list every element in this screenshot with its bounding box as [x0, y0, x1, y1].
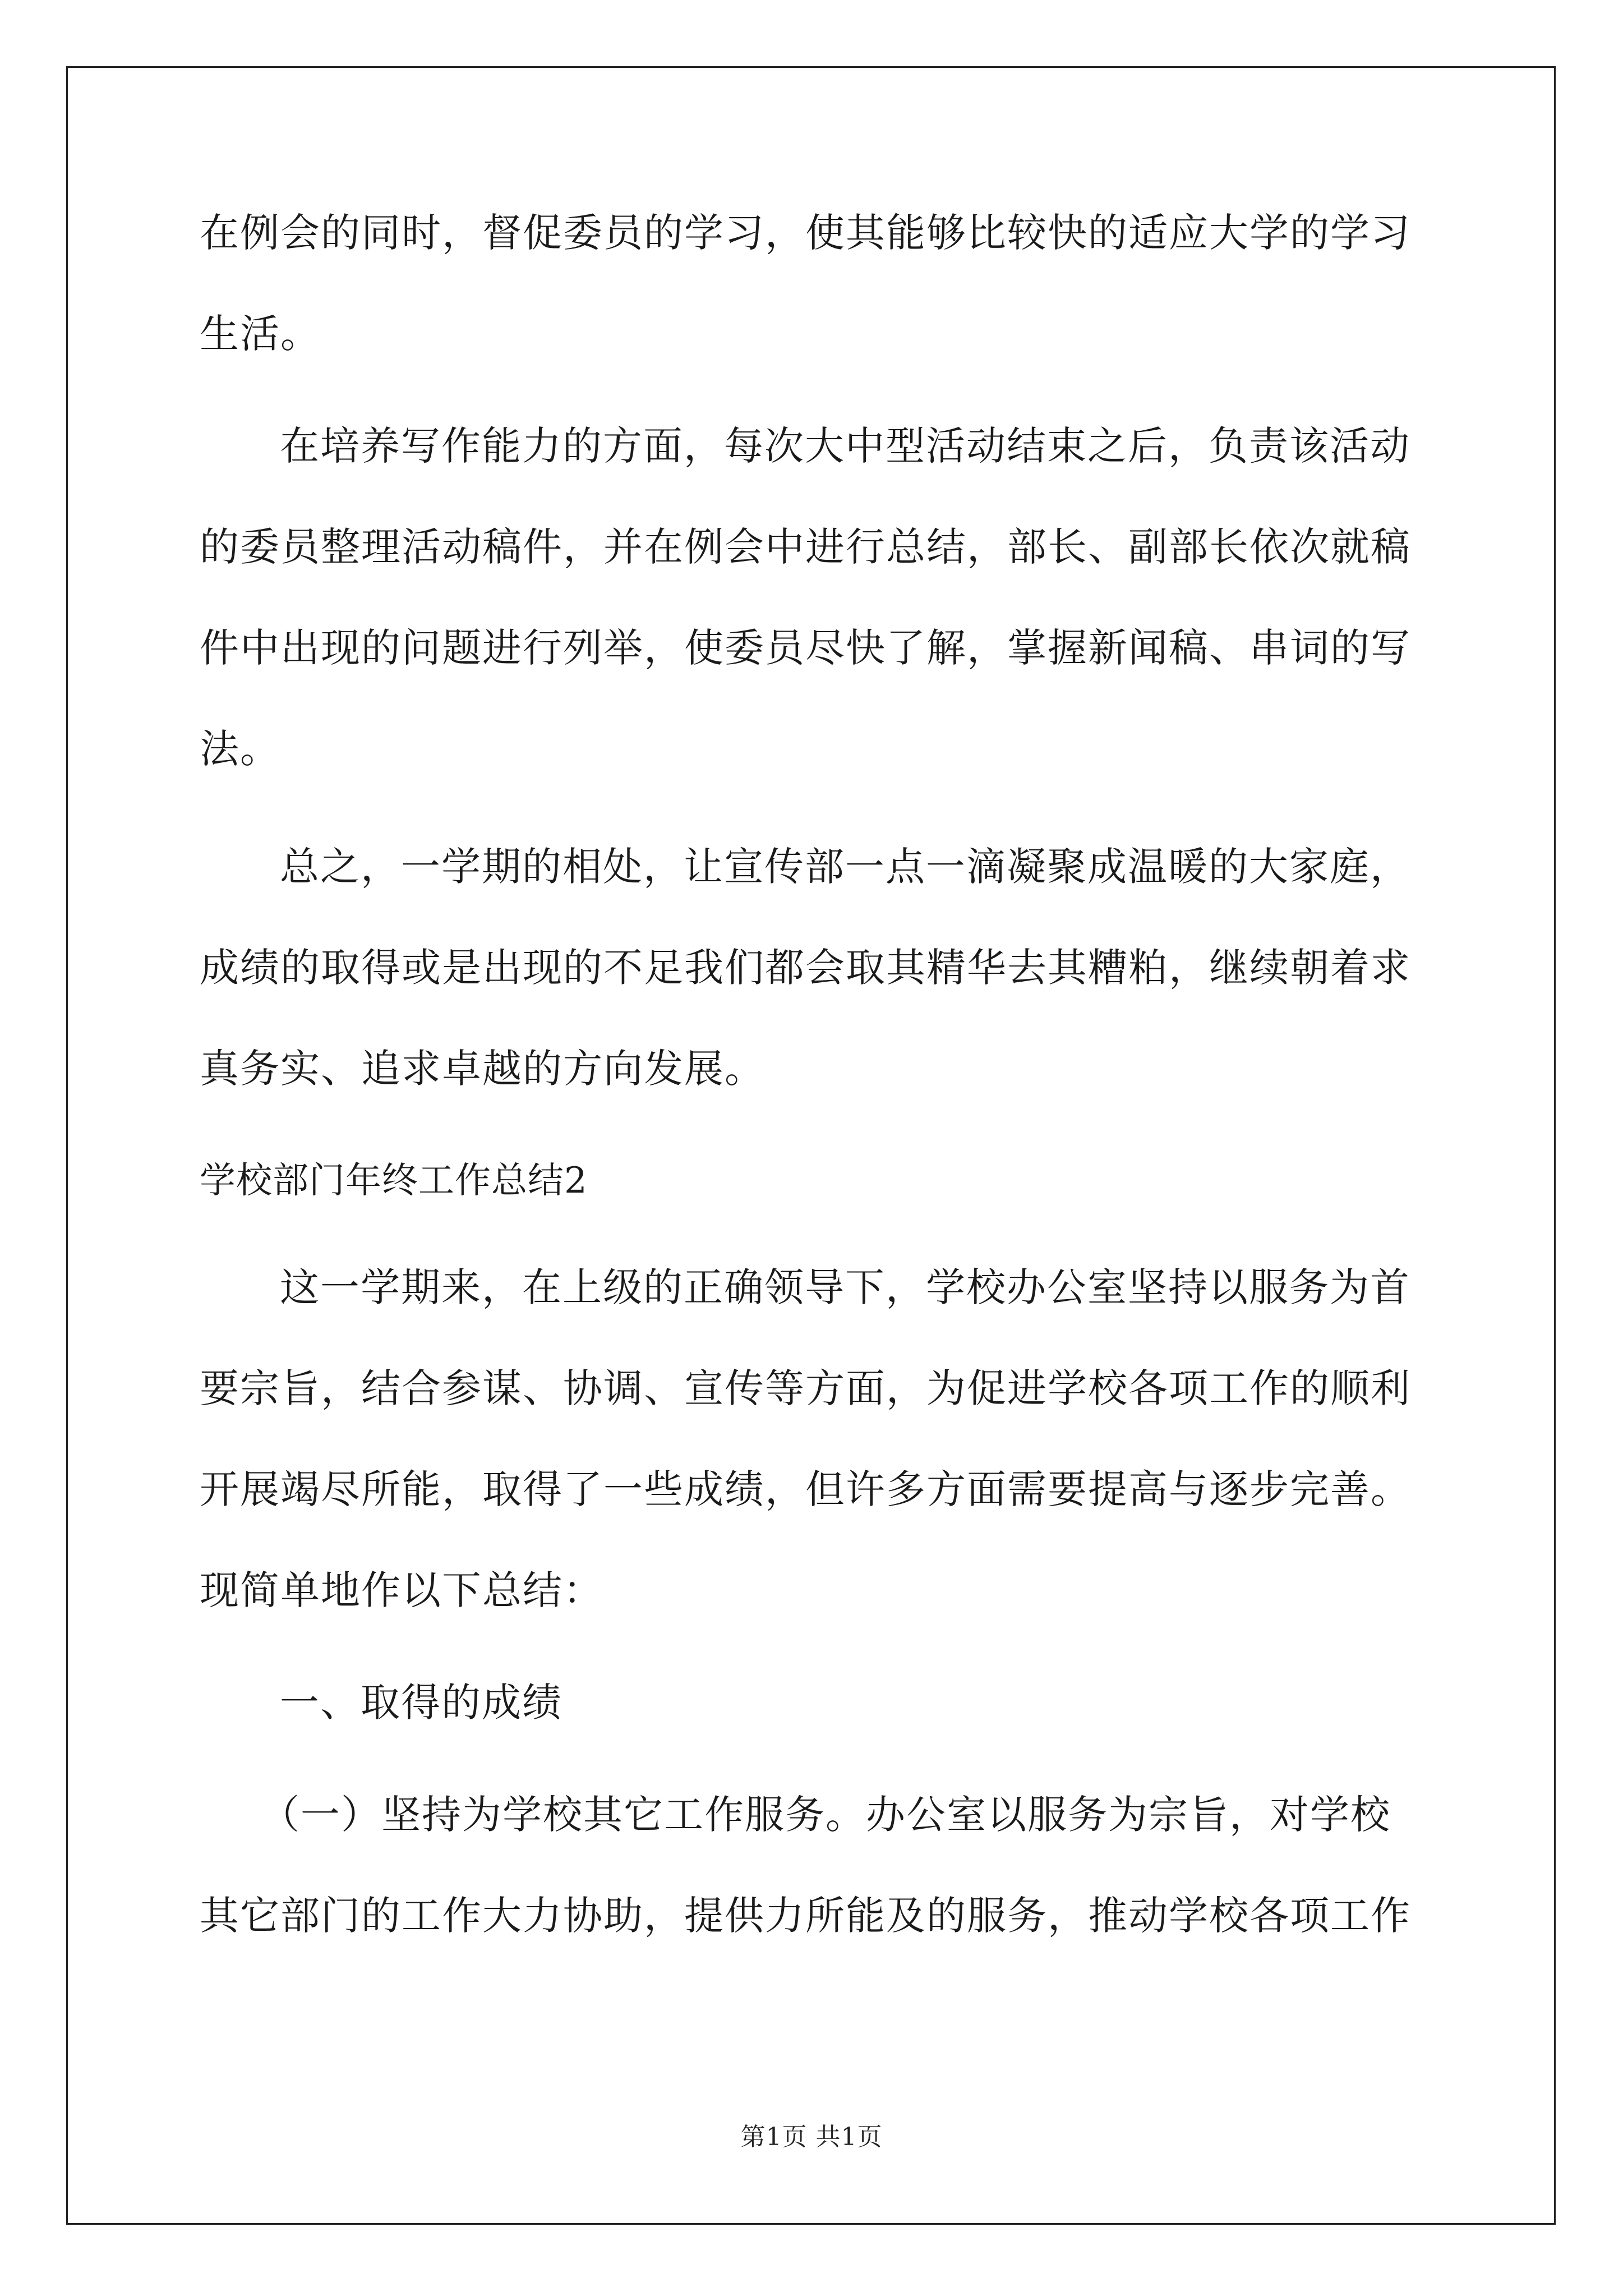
paragraph-first-line: （一）坚持为学校其它工作服务。办公室以服务为宗旨，对学校	[260, 1792, 1391, 1838]
body-line: 现简单地作以下总结：	[200, 1567, 603, 1613]
subsection-heading: 一、取得的成绩	[280, 1680, 562, 1726]
paragraph-first-line: 在培养写作能力的方面，每次大中型活动结束之后，负责该活动	[280, 423, 1410, 469]
body-line: 真务实、追求卓越的方向发展。	[200, 1046, 765, 1092]
body-line: 其它部门的工作大力协助，提供力所能及的服务，推动学校各项工作	[200, 1893, 1411, 1939]
body-line: 件中出现的问题进行列举，使委员尽快了解，掌握新闻稿、串词的写	[200, 625, 1411, 671]
body-line: 在例会的同时，督促委员的学习，使其能够比较快的适应大学的学习	[200, 210, 1411, 256]
body-line: 的委员整理活动稿件，并在例会中进行总结，部长、副部长依次就稿	[200, 524, 1411, 570]
paragraph-first-line: 总之，一学期的相处，让宣传部一点一滴凝聚成温暖的大家庭，	[280, 844, 1410, 890]
body-line: 要宗旨，结合参谋、协调、宣传等方面，为促进学校各项工作的顺利	[200, 1365, 1411, 1411]
body-line: 成绩的取得或是出现的不足我们都会取其精华去其糟粕，继续朝着求	[200, 945, 1411, 991]
paragraph-first-line: 这一学期来，在上级的正确领导下，学校办公室坚持以服务为首	[280, 1264, 1410, 1310]
page-footer: 第1页 共1页	[740, 2123, 883, 2151]
body-line: 开展竭尽所能，取得了一些成绩，但许多方面需要提高与逐步完善。	[200, 1466, 1411, 1512]
section-title: 学校部门年终工作总结2	[200, 1160, 588, 1202]
body-line: 法。	[200, 726, 280, 772]
body-line: 生活。	[200, 311, 321, 357]
